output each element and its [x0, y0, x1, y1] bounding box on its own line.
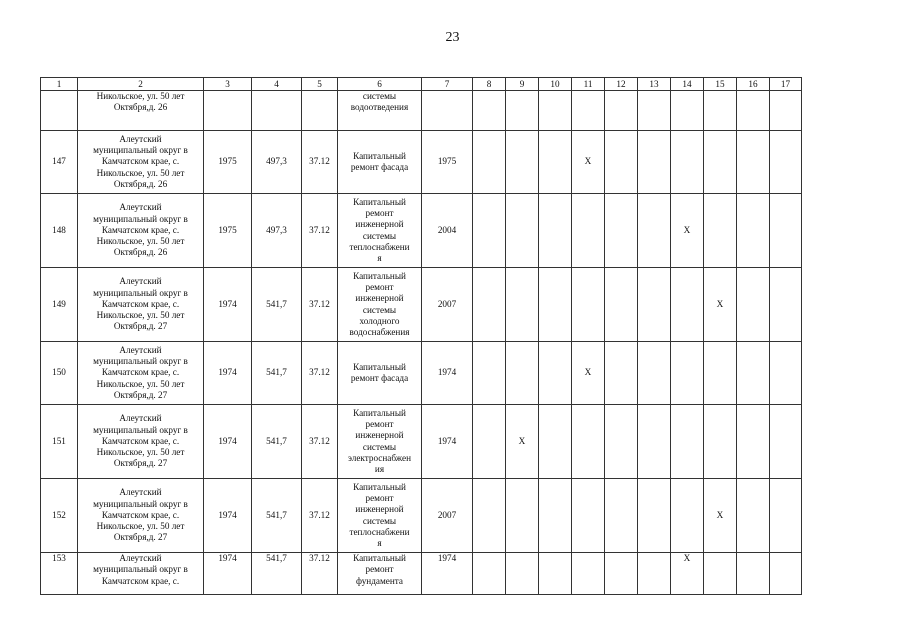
row-number-text: 153: [52, 553, 66, 563]
address-cell: [78, 268, 204, 342]
table-row: [41, 553, 802, 595]
schedule-mark-cell: [605, 91, 638, 131]
code-text: 37.12: [309, 156, 330, 167]
code-text: 37.12: [309, 435, 330, 446]
schedule-mark-cell: [539, 91, 572, 131]
code-cell: [302, 405, 338, 479]
code-cell: [302, 194, 338, 268]
schedule-mark-cell: [638, 268, 671, 342]
area-text: 541,7: [266, 367, 287, 378]
schedule-mark-cell: [704, 479, 737, 553]
address-text: Алеутский муниципальный округ в Камчатском крае, с. Никольское, ул. 50 лет Октября,д. 26: [93, 133, 188, 189]
schedule-mark-cell: [539, 553, 572, 595]
row-number-text: 151: [52, 435, 66, 446]
code-cell: [302, 342, 338, 405]
table-row: [41, 479, 802, 553]
schedule-mark-cell: [737, 405, 770, 479]
schedule-mark-cell: [572, 342, 605, 405]
schedule-mark-cell: [737, 268, 770, 342]
schedule-mark-cell: [770, 553, 802, 595]
row-number-cell: [41, 268, 78, 342]
repair-schedule-table: [40, 77, 802, 595]
address-cell: [78, 479, 204, 553]
row-number-cell: [41, 194, 78, 268]
area-cell: [252, 268, 302, 342]
work-year-text: 1975: [437, 156, 457, 167]
column-header: 11: [572, 78, 605, 91]
area-text: 541,7: [266, 509, 287, 520]
column-header: 10: [539, 78, 572, 91]
address-cell: [78, 405, 204, 479]
work-year-cell: [422, 405, 473, 479]
schedule-mark-cell: [605, 479, 638, 553]
schedule-mark-cell: [671, 553, 704, 595]
schedule-mark-cell: [506, 342, 539, 405]
code-cell: [302, 553, 338, 595]
schedule-mark: X: [584, 367, 592, 378]
schedule-mark-cell: [572, 553, 605, 595]
schedule-mark-cell: [770, 91, 802, 131]
schedule-mark-cell: [638, 479, 671, 553]
area-text: 497,3: [266, 224, 287, 235]
schedule-mark-cell: [770, 342, 802, 405]
schedule-mark: X: [716, 509, 724, 520]
construction-year-text: 1974: [218, 553, 237, 563]
address-cell: [78, 553, 204, 595]
schedule-mark-cell: [737, 131, 770, 194]
schedule-mark-cell: [539, 268, 572, 342]
schedule-mark-cell: [572, 405, 605, 479]
schedule-mark-cell: [638, 91, 671, 131]
construction-year-cell: [204, 342, 252, 405]
schedule-mark-cell: [671, 405, 704, 479]
schedule-mark-cell: [737, 194, 770, 268]
area-cell: [252, 553, 302, 595]
area-text: 541,7: [266, 553, 287, 563]
work-type-text: Капитальный ремонт инженерной системы теплоснабжени я: [349, 481, 410, 549]
address-text: Алеутский муниципальный округ в Камчатском крае, с.: [93, 553, 188, 586]
schedule-mark-cell: [473, 131, 506, 194]
row-number-cell: [41, 553, 78, 595]
schedule-mark-cell: [605, 268, 638, 342]
schedule-mark-cell: [671, 91, 704, 131]
work-type-cell: [338, 131, 422, 194]
area-cell: [252, 131, 302, 194]
schedule-mark-cell: [638, 131, 671, 194]
code-cell: [302, 91, 338, 131]
column-header: 4: [252, 78, 302, 91]
code-text: 37.12: [309, 298, 330, 309]
column-header: 2: [78, 78, 204, 91]
schedule-mark-cell: [539, 479, 572, 553]
code-text: 37.12: [309, 553, 330, 563]
schedule-mark-cell: [605, 342, 638, 405]
column-header: 3: [204, 78, 252, 91]
schedule-mark-cell: [539, 131, 572, 194]
schedule-mark-cell: [671, 479, 704, 553]
schedule-mark-cell: [770, 194, 802, 268]
schedule-mark-cell: [704, 405, 737, 479]
column-number-row: [41, 78, 802, 91]
schedule-mark: X: [584, 156, 592, 167]
schedule-mark-cell: [539, 342, 572, 405]
address-text: Никольское, ул. 50 лет Октября,д. 26: [96, 91, 185, 113]
code-cell: [302, 479, 338, 553]
schedule-mark-cell: [605, 553, 638, 595]
construction-year-cell: [204, 553, 252, 595]
work-type-cell: [338, 342, 422, 405]
schedule-mark-cell: [506, 479, 539, 553]
work-type-text: Капитальный ремонт фасада: [350, 150, 409, 172]
schedule-mark-cell: [638, 553, 671, 595]
schedule-mark-cell: [638, 194, 671, 268]
column-header: 15: [704, 78, 737, 91]
schedule-mark-cell: [506, 553, 539, 595]
area-cell: [252, 342, 302, 405]
work-type-text: Капитальный ремонт фасада: [350, 361, 409, 383]
column-header: 6: [338, 78, 422, 91]
table-row: [41, 131, 802, 194]
construction-year-text: 1974: [218, 298, 237, 309]
area-text: 541,7: [266, 298, 287, 309]
area-text: 541,7: [266, 435, 287, 446]
schedule-mark: X: [716, 298, 724, 309]
column-header: 1: [41, 78, 78, 91]
table-row: [41, 194, 802, 268]
work-year-text: 1974: [437, 435, 457, 446]
schedule-mark-cell: [737, 553, 770, 595]
work-year-text: 1974: [437, 367, 457, 378]
work-year-cell: [422, 479, 473, 553]
schedule-mark-cell: [671, 194, 704, 268]
construction-year-cell: [204, 91, 252, 131]
area-cell: [252, 479, 302, 553]
schedule-mark-cell: [539, 194, 572, 268]
table-row: [41, 405, 802, 479]
construction-year-text: 1975: [218, 224, 237, 235]
construction-year-cell: [204, 194, 252, 268]
schedule-mark-cell: [704, 268, 737, 342]
work-type-cell: [338, 268, 422, 342]
schedule-mark-cell: [473, 479, 506, 553]
work-type-text: Капитальный ремонт инженерной системы теплоснабжени я: [349, 196, 410, 264]
schedule-mark-cell: [473, 91, 506, 131]
work-year-cell: [422, 131, 473, 194]
schedule-mark-cell: [506, 268, 539, 342]
address-text: Алеутский муниципальный округ в Камчатском крае, с. Никольское, ул. 50 лет Октября,д. 27: [93, 487, 188, 543]
schedule-mark-cell: [572, 91, 605, 131]
construction-year-text: 1974: [218, 509, 237, 520]
work-year-cell: [422, 268, 473, 342]
column-header: 16: [737, 78, 770, 91]
schedule-mark: X: [683, 553, 691, 563]
schedule-mark-cell: [506, 131, 539, 194]
schedule-mark-cell: [671, 131, 704, 194]
work-type-cell: [338, 194, 422, 268]
row-number-cell: [41, 342, 78, 405]
schedule-mark-cell: [704, 131, 737, 194]
work-year-cell: [422, 553, 473, 595]
schedule-mark-cell: [671, 268, 704, 342]
work-year-text: 2007: [437, 298, 457, 309]
schedule-mark-cell: [605, 405, 638, 479]
schedule-mark-cell: [770, 405, 802, 479]
code-cell: [302, 268, 338, 342]
work-year-text: 2004: [437, 224, 457, 235]
construction-year-text: 1974: [218, 367, 237, 378]
column-header: 13: [638, 78, 671, 91]
schedule-mark-cell: [605, 131, 638, 194]
construction-year-cell: [204, 131, 252, 194]
schedule-mark-cell: [704, 342, 737, 405]
schedule-mark-cell: [770, 131, 802, 194]
schedule-mark-cell: [539, 405, 572, 479]
work-type-cell: [338, 479, 422, 553]
area-cell: [252, 91, 302, 131]
address-cell: [78, 91, 204, 131]
construction-year-cell: [204, 405, 252, 479]
work-year-text: 2007: [437, 509, 457, 520]
area-text: 497,3: [266, 156, 287, 167]
schedule-mark: X: [518, 435, 526, 446]
code-text: 37.12: [309, 367, 330, 378]
work-type-text: Капитальный ремонт инженерной системы электроснабжен ия: [347, 407, 412, 475]
schedule-mark-cell: [638, 342, 671, 405]
schedule-mark-cell: [704, 91, 737, 131]
schedule-mark-cell: [770, 479, 802, 553]
work-type-cell: [338, 553, 422, 595]
work-year-cell: [422, 342, 473, 405]
schedule-mark-cell: [638, 405, 671, 479]
area-cell: [252, 405, 302, 479]
schedule-mark-cell: [704, 553, 737, 595]
column-header: 12: [605, 78, 638, 91]
row-number-cell: [41, 91, 78, 131]
schedule-mark-cell: [737, 91, 770, 131]
work-year-cell: [422, 91, 473, 131]
schedule-mark-cell: [473, 405, 506, 479]
work-year-text: 1974: [437, 553, 457, 563]
code-text: 37.12: [309, 509, 330, 520]
column-header: 17: [770, 78, 802, 91]
work-type-text: системы водоотведения: [350, 91, 409, 113]
page-number: 23: [445, 30, 460, 45]
schedule-mark-cell: [605, 194, 638, 268]
schedule-mark-cell: [506, 194, 539, 268]
construction-year-text: 1975: [218, 156, 237, 167]
schedule-mark-cell: [572, 268, 605, 342]
work-type-text: Капитальный ремонт фундамента: [353, 553, 406, 586]
address-text: Алеутский муниципальный округ в Камчатском крае, с. Никольское, ул. 50 лет Октября,д. 27: [93, 276, 188, 332]
schedule-mark-cell: [572, 194, 605, 268]
work-type-cell: [338, 405, 422, 479]
schedule-mark-cell: [473, 194, 506, 268]
schedule-mark-cell: [671, 342, 704, 405]
address-text: Алеутский муниципальный округ в Камчатском крае, с. Никольское, ул. 50 лет Октября,д. 26: [93, 202, 188, 258]
work-type-text: Капитальный ремонт инженерной системы холодного водоснабжения: [349, 270, 410, 338]
column-header: 7: [422, 78, 473, 91]
construction-year-cell: [204, 479, 252, 553]
schedule-mark-cell: [770, 268, 802, 342]
address-text: Алеутский муниципальный округ в Камчатском крае, с. Никольское, ул. 50 лет Октября,д. 27: [93, 413, 188, 469]
work-type-cell: [338, 91, 422, 131]
row-number-text: 150: [52, 367, 66, 378]
row-number-cell: [41, 131, 78, 194]
schedule-mark-cell: [704, 194, 737, 268]
row-number-cell: [41, 479, 78, 553]
area-cell: [252, 194, 302, 268]
schedule-mark-cell: [737, 479, 770, 553]
schedule-mark-cell: [506, 405, 539, 479]
schedule-mark-cell: [473, 268, 506, 342]
column-header: 14: [671, 78, 704, 91]
address-cell: [78, 194, 204, 268]
code-text: 37.12: [309, 224, 330, 235]
row-number-text: 148: [52, 224, 66, 235]
row-number-cell: [41, 405, 78, 479]
work-year-cell: [422, 194, 473, 268]
table-row: [41, 91, 802, 131]
construction-year-cell: [204, 268, 252, 342]
row-number-text: 149: [52, 298, 66, 309]
table-row: [41, 342, 802, 405]
schedule-mark-cell: [572, 131, 605, 194]
address-text: Алеутский муниципальный округ в Камчатском крае, с. Никольское, ул. 50 лет Октября,д. 27: [93, 344, 188, 400]
row-number-text: 152: [52, 509, 66, 520]
row-number-text: 147: [52, 156, 66, 167]
schedule-mark-cell: [473, 553, 506, 595]
address-cell: [78, 131, 204, 194]
schedule-mark: X: [683, 224, 691, 235]
table-row: [41, 268, 802, 342]
construction-year-text: 1974: [218, 435, 237, 446]
code-cell: [302, 131, 338, 194]
schedule-mark-cell: [506, 91, 539, 131]
column-header: 8: [473, 78, 506, 91]
schedule-mark-cell: [572, 479, 605, 553]
address-cell: [78, 342, 204, 405]
schedule-mark-cell: [737, 342, 770, 405]
column-header: 5: [302, 78, 338, 91]
column-header: 9: [506, 78, 539, 91]
schedule-mark-cell: [473, 342, 506, 405]
